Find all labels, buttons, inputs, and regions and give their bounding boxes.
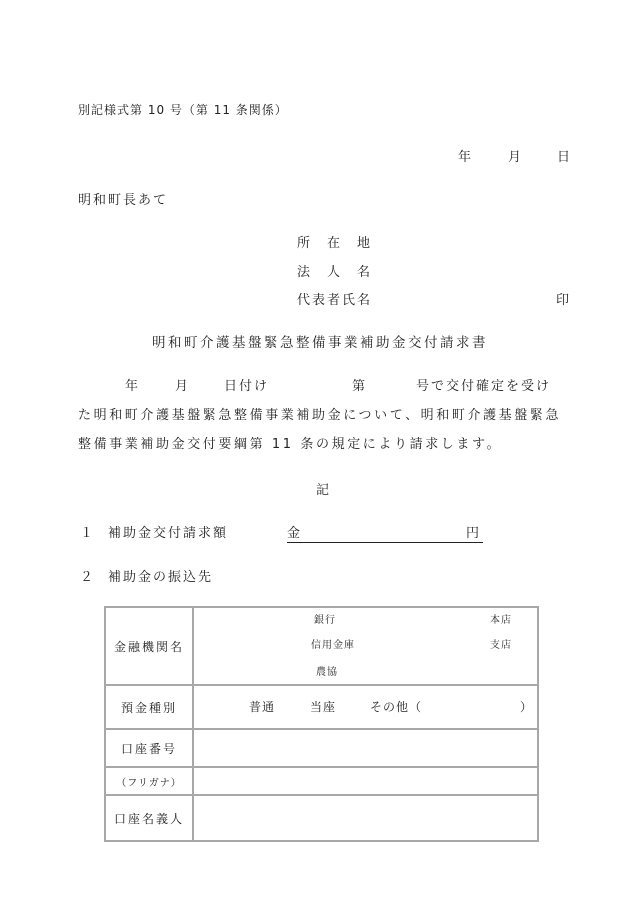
amount-prefix: 金 xyxy=(287,526,303,541)
head-office-option: 本店 xyxy=(490,615,512,626)
account-number-label: 口座番号 xyxy=(105,729,193,767)
amount-underline xyxy=(287,542,483,543)
bank-transfer-table xyxy=(104,606,539,840)
deposit-type-label: 預金種別 xyxy=(105,685,193,729)
account-number-cell xyxy=(193,729,538,767)
ki-heading: 記 xyxy=(316,483,332,498)
other-close: ） xyxy=(520,700,534,714)
furigana-label: （フリガナ） xyxy=(105,767,193,795)
amount-suffix: 円 xyxy=(466,526,482,541)
furigana-cell xyxy=(193,767,538,795)
account-holder-label: 口座名義人 xyxy=(105,795,193,841)
body-month: 月 xyxy=(175,379,191,394)
seal-mark: 印 xyxy=(556,293,572,308)
body-number-prefix: 第 xyxy=(352,379,368,394)
branch-option: 支店 xyxy=(490,640,512,651)
shinkin-option: 信用金庫 xyxy=(311,640,355,651)
representative-label: 代表者氏名 xyxy=(297,293,373,308)
document-title: 明和町介護基盤緊急整備事業補助金交付請求書 xyxy=(152,335,488,351)
deposit-type-cell xyxy=(193,685,538,729)
corporation-name-label: 法 人 名 xyxy=(297,265,373,280)
account-holder-cell xyxy=(193,795,538,841)
institution-cell xyxy=(193,607,538,685)
body-year: 年 xyxy=(125,379,141,394)
current-option: 当座 xyxy=(310,700,337,714)
item2-number: ２ xyxy=(80,570,96,585)
item1-number: １ xyxy=(80,526,96,541)
body-dated: 日付け xyxy=(224,379,270,394)
date-day: 日 xyxy=(557,150,573,165)
body-line1-rest: 号で交付確定を受け xyxy=(416,379,552,394)
body-line3: 整備事業補助金交付要綱第 11 条の規定により請求します。 xyxy=(78,437,503,452)
form-label: 別記様式第 10 号（第 11 条関係） xyxy=(78,103,288,117)
item2-label: 補助金の振込先 xyxy=(108,570,214,585)
addressee: 明和町長あて xyxy=(78,193,169,208)
date-month: 月 xyxy=(508,150,524,165)
bank-option: 銀行 xyxy=(314,615,336,626)
address-label: 所 在 地 xyxy=(297,236,373,251)
other-option: その他（ xyxy=(370,700,423,714)
ordinary-option: 普通 xyxy=(249,700,276,714)
body-line2: た明和町介護基盤緊急整備事業補助金について、明和町介護基盤緊急 xyxy=(78,408,562,423)
date-year: 年 xyxy=(458,150,474,165)
item1-label: 補助金交付請求額 xyxy=(108,526,229,541)
institution-label: 金融機関名 xyxy=(105,607,193,685)
nokyo-option: 農協 xyxy=(316,667,338,678)
